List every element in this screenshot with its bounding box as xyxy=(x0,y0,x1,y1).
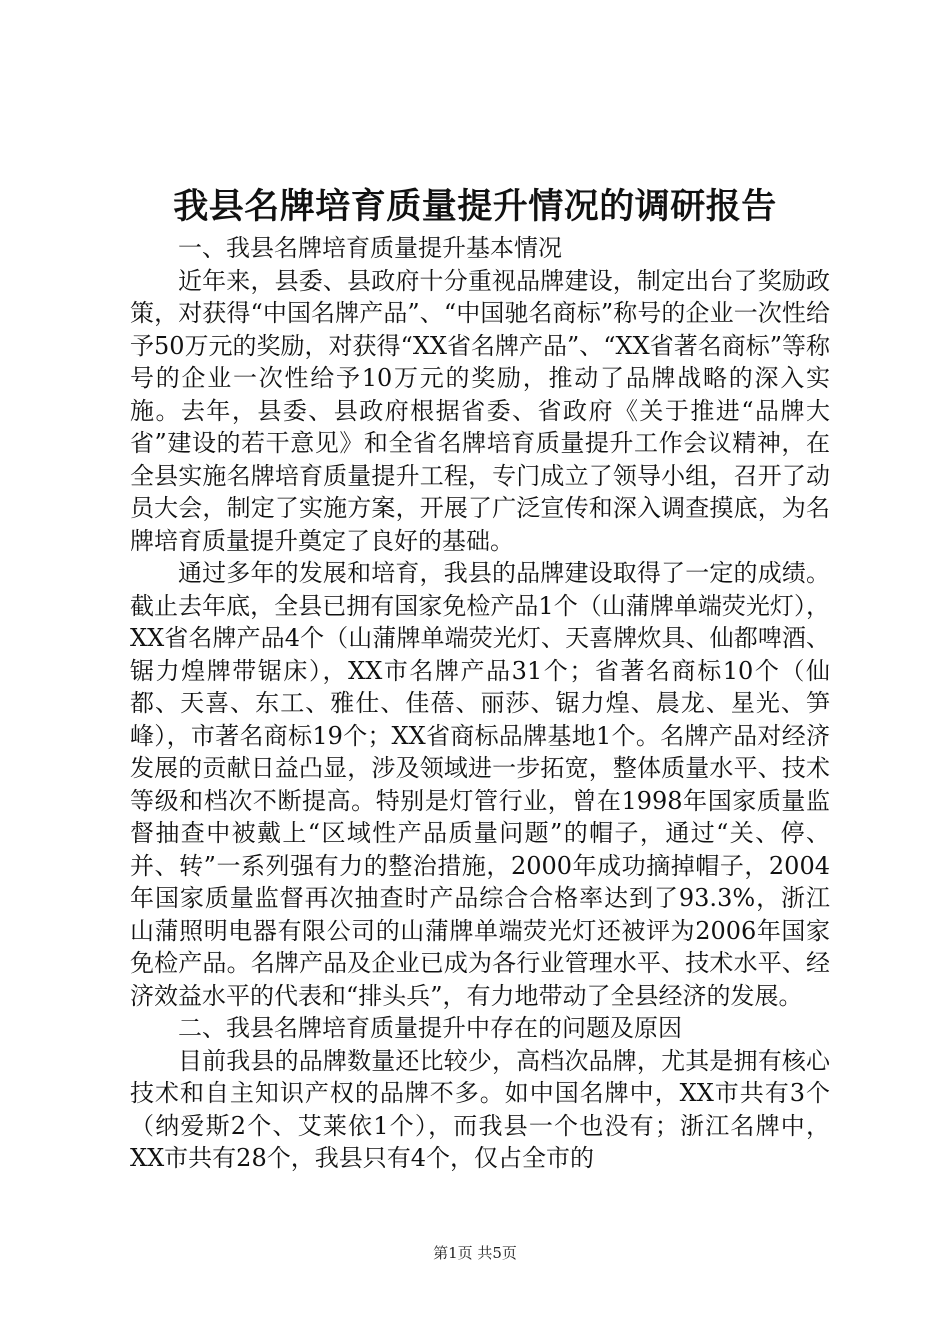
paragraph: 目前我县的品牌数量还比较少，高档次品牌，尤其是拥有核心技术和自主知识产权的品牌不多。如中国名牌中，XX市共有3个（纳爱斯2个、艾莱依1个），而我县一个也没有；浙江名牌中，XX市共有28个，我县只有4个，仅占全市的 xyxy=(130,1046,830,1172)
document-body xyxy=(130,232,830,1175)
section-heading-2: 二、我县名牌培育质量提升中存在的问题及原因 xyxy=(178,1014,682,1042)
page-footer: 第1页 共5页 xyxy=(433,1244,517,1262)
document-title: 我县名牌培育质量提升情况的调研报告 xyxy=(173,186,777,227)
section-heading-1: 一、我县名牌培育质量提升基本情况 xyxy=(178,234,562,262)
paragraph: 近年来，县委、县政府十分重视品牌建设，制定出台了奖励政策，对获得“中国名牌产品”、“中国驰名商标”称号的企业一次性给予50万元的奖励，对获得“XX省名牌产品”、“XX省著名商标”等称号的企业一次性给予10万元的奖励，推动了品牌战略的深入实施。去年，县委、县政府根据省委、省政府《关于推进“品牌大省”建设的若干意见》和全省名牌培育质量提升工作会议精神，在全县实施名牌培育质量提升工程，专门成立了领导小组，召开了动员大会，制定了实施方案，开展了广泛宣传和深入调查摸底，为名牌培育质量提升奠定了良好的基础。 xyxy=(130,266,830,555)
paragraph: 通过多年的发展和培育，我县的品牌建设取得了一定的成绩。截止去年底，全县已拥有国家免检产品1个（山蒲牌单端荧光灯），XX省名牌产品4个（山蒲牌单端荧光灯、天喜牌炊具、仙都啤酒、锯力煌牌带锯床），XX市名牌产品31个；省著名商标10个（仙都、天喜、东工、雅仕、佳蓓、丽莎、锯力煌、晨龙、星光、笋峰），市著名商标19个；XX省商标品牌基地1个。名牌产品对经济发展的贡献日益凸显，涉及领域进一步拓宽，整体质量水平、技术等级和档次不断提高。特别是灯管行业，曾在1998年国家质量监督抽查中被戴上“区域性产品质量问题”的帽子，通过“关、停、并、转”一系列强有力的整治措施，2000年成功摘掉帽子，2004年国家质量监督再次抽查时产品综合合格率达到了93.3%，浙江山蒲照明电器有限公司的山蒲牌单端荧光灯还被评为2006年国家免检产品。名牌产品及企业已成为各行业管理水平、技术水平、经济效益水平的代表和“排头兵”，有力地带动了全县经济的发展。 xyxy=(130,559,830,1010)
